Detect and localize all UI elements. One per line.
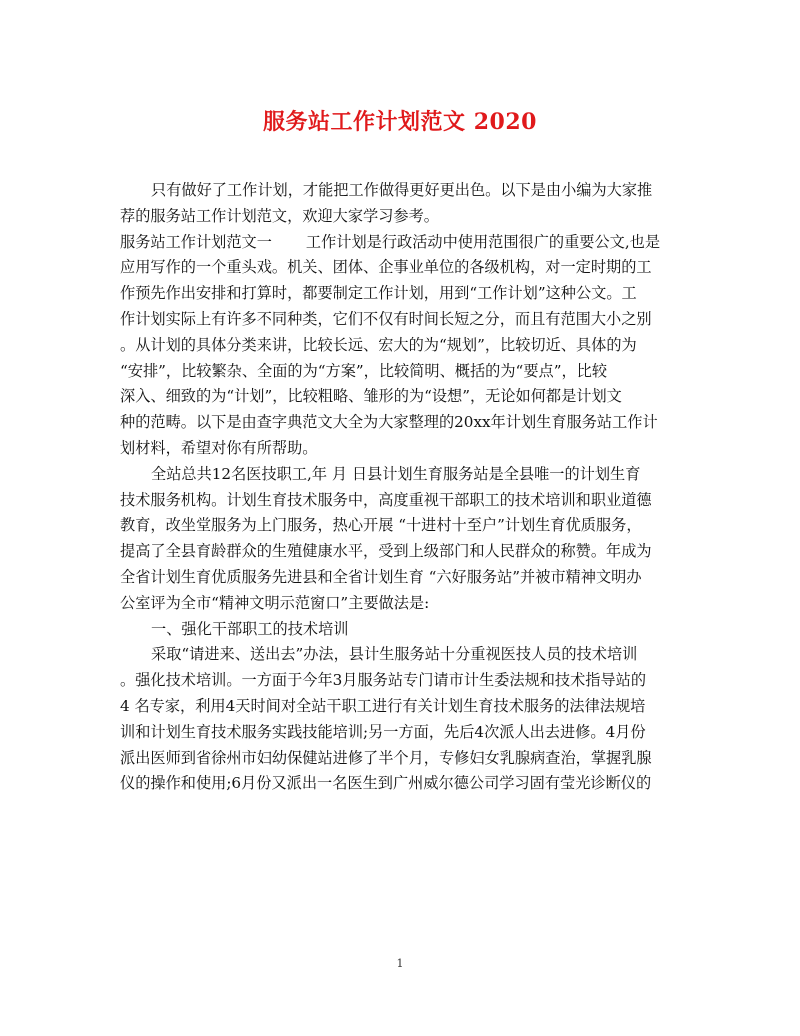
paragraph-line: 作计划实际上有许多不同种类，它们不仅有时间长短之分，而且有范围大小之别	[120, 309, 652, 328]
document-body	[120, 178, 680, 797]
page-number: 1	[396, 957, 404, 970]
paragraph-line	[120, 230, 680, 256]
paragraph-text: 工作计划是行政活动中使用范围很广的重要公文,也是	[305, 232, 661, 251]
paragraph-line: 提高了全县育龄群众的生殖健康水平，受到上级部门和人民群众的称赞。年成为	[120, 542, 652, 561]
paragraph-line: 作预先作出安排和打算时，都要制定工作计划，用到“工作计划”这种公文。工	[120, 284, 637, 303]
paragraph-line: 全站总共12名医技职工,年 月 日县计划生育服务站是全县唯一的计划生育	[151, 464, 641, 483]
paragraph-line: 公室评为全市“精神文明示范窗口”主要做法是:	[120, 593, 430, 612]
paragraph-line: 只有做好了工作计划，才能把工作做得更好更出色。以下是由小编为大家推	[151, 181, 653, 199]
paragraph-line: 教育，改坐堂服务为上门服务，热心开展 “十进村十至户”计划生育优质服务，	[120, 516, 642, 535]
paragraph-line: 技术服务机构。计划生育技术服务中，高度重视干部职工的技术培训和职业道德	[120, 490, 652, 509]
paragraph-line: 划材料，希望对你有所帮助。	[120, 438, 318, 457]
paragraph-line: 全省计划生育优质服务先进县和全省计划生育 “六好服务站”并被市精神文明办	[120, 567, 642, 586]
paragraph-line: 深入、细致的为“计划”，比较粗略、雏形的为“设想”，无论如何都是计划文	[120, 387, 622, 406]
paragraph-line: 仪的操作和使用;6月份又派出一名医生到广州威尔德公司学习固有莹光诊断仪的	[120, 774, 652, 793]
page-title: 服务站工作计划范文 2020	[263, 109, 537, 135]
paragraph-line: “安排”，比较繁杂、全面的为“方案”，比较简明、概括的为“要点”，比较	[120, 361, 608, 380]
paragraph-line: 采取“请进来、送出去”办法，县计生服务站十分重视医技人员的技术培训	[151, 645, 638, 664]
section-heading: 服务站工作计划范文一	[120, 232, 272, 251]
paragraph-line: 。强化技术培训。一方面于今年3月服务站专门请市计生委法规和技术指导站的	[120, 671, 647, 690]
paragraph-line: 种的范畴。以下是由查字典范文大全为大家整理的20xx年计划生育服务站工作计	[120, 413, 658, 432]
paragraph-line: 。从计划的具体分类来讲，比较长远、宏大的为“规划”，比较切近、具体的为	[120, 335, 637, 354]
section-heading: 一、强化干部职工的技术培训	[151, 619, 349, 638]
paragraph-line: 派出医师到省徐州市妇幼保健站进修了半个月，专修妇女乳腺病查治，掌握乳腺	[120, 748, 652, 767]
paragraph-line: 4 名专家，利用4天时间对全站干职工进行有关计划生育技术服务的法律法规培	[120, 696, 646, 715]
paragraph-line: 应用写作的一个重头戏。机关、团体、企事业单位的各级机构，对一定时期的工	[120, 258, 652, 277]
paragraph-line: 荐的服务站工作计划范文，欢迎大家学习参考。	[120, 206, 439, 225]
paragraph-line: 训和计划生育技术服务实践技能培训;另一方面，先后4次派人出去进修。4月份	[120, 722, 646, 741]
